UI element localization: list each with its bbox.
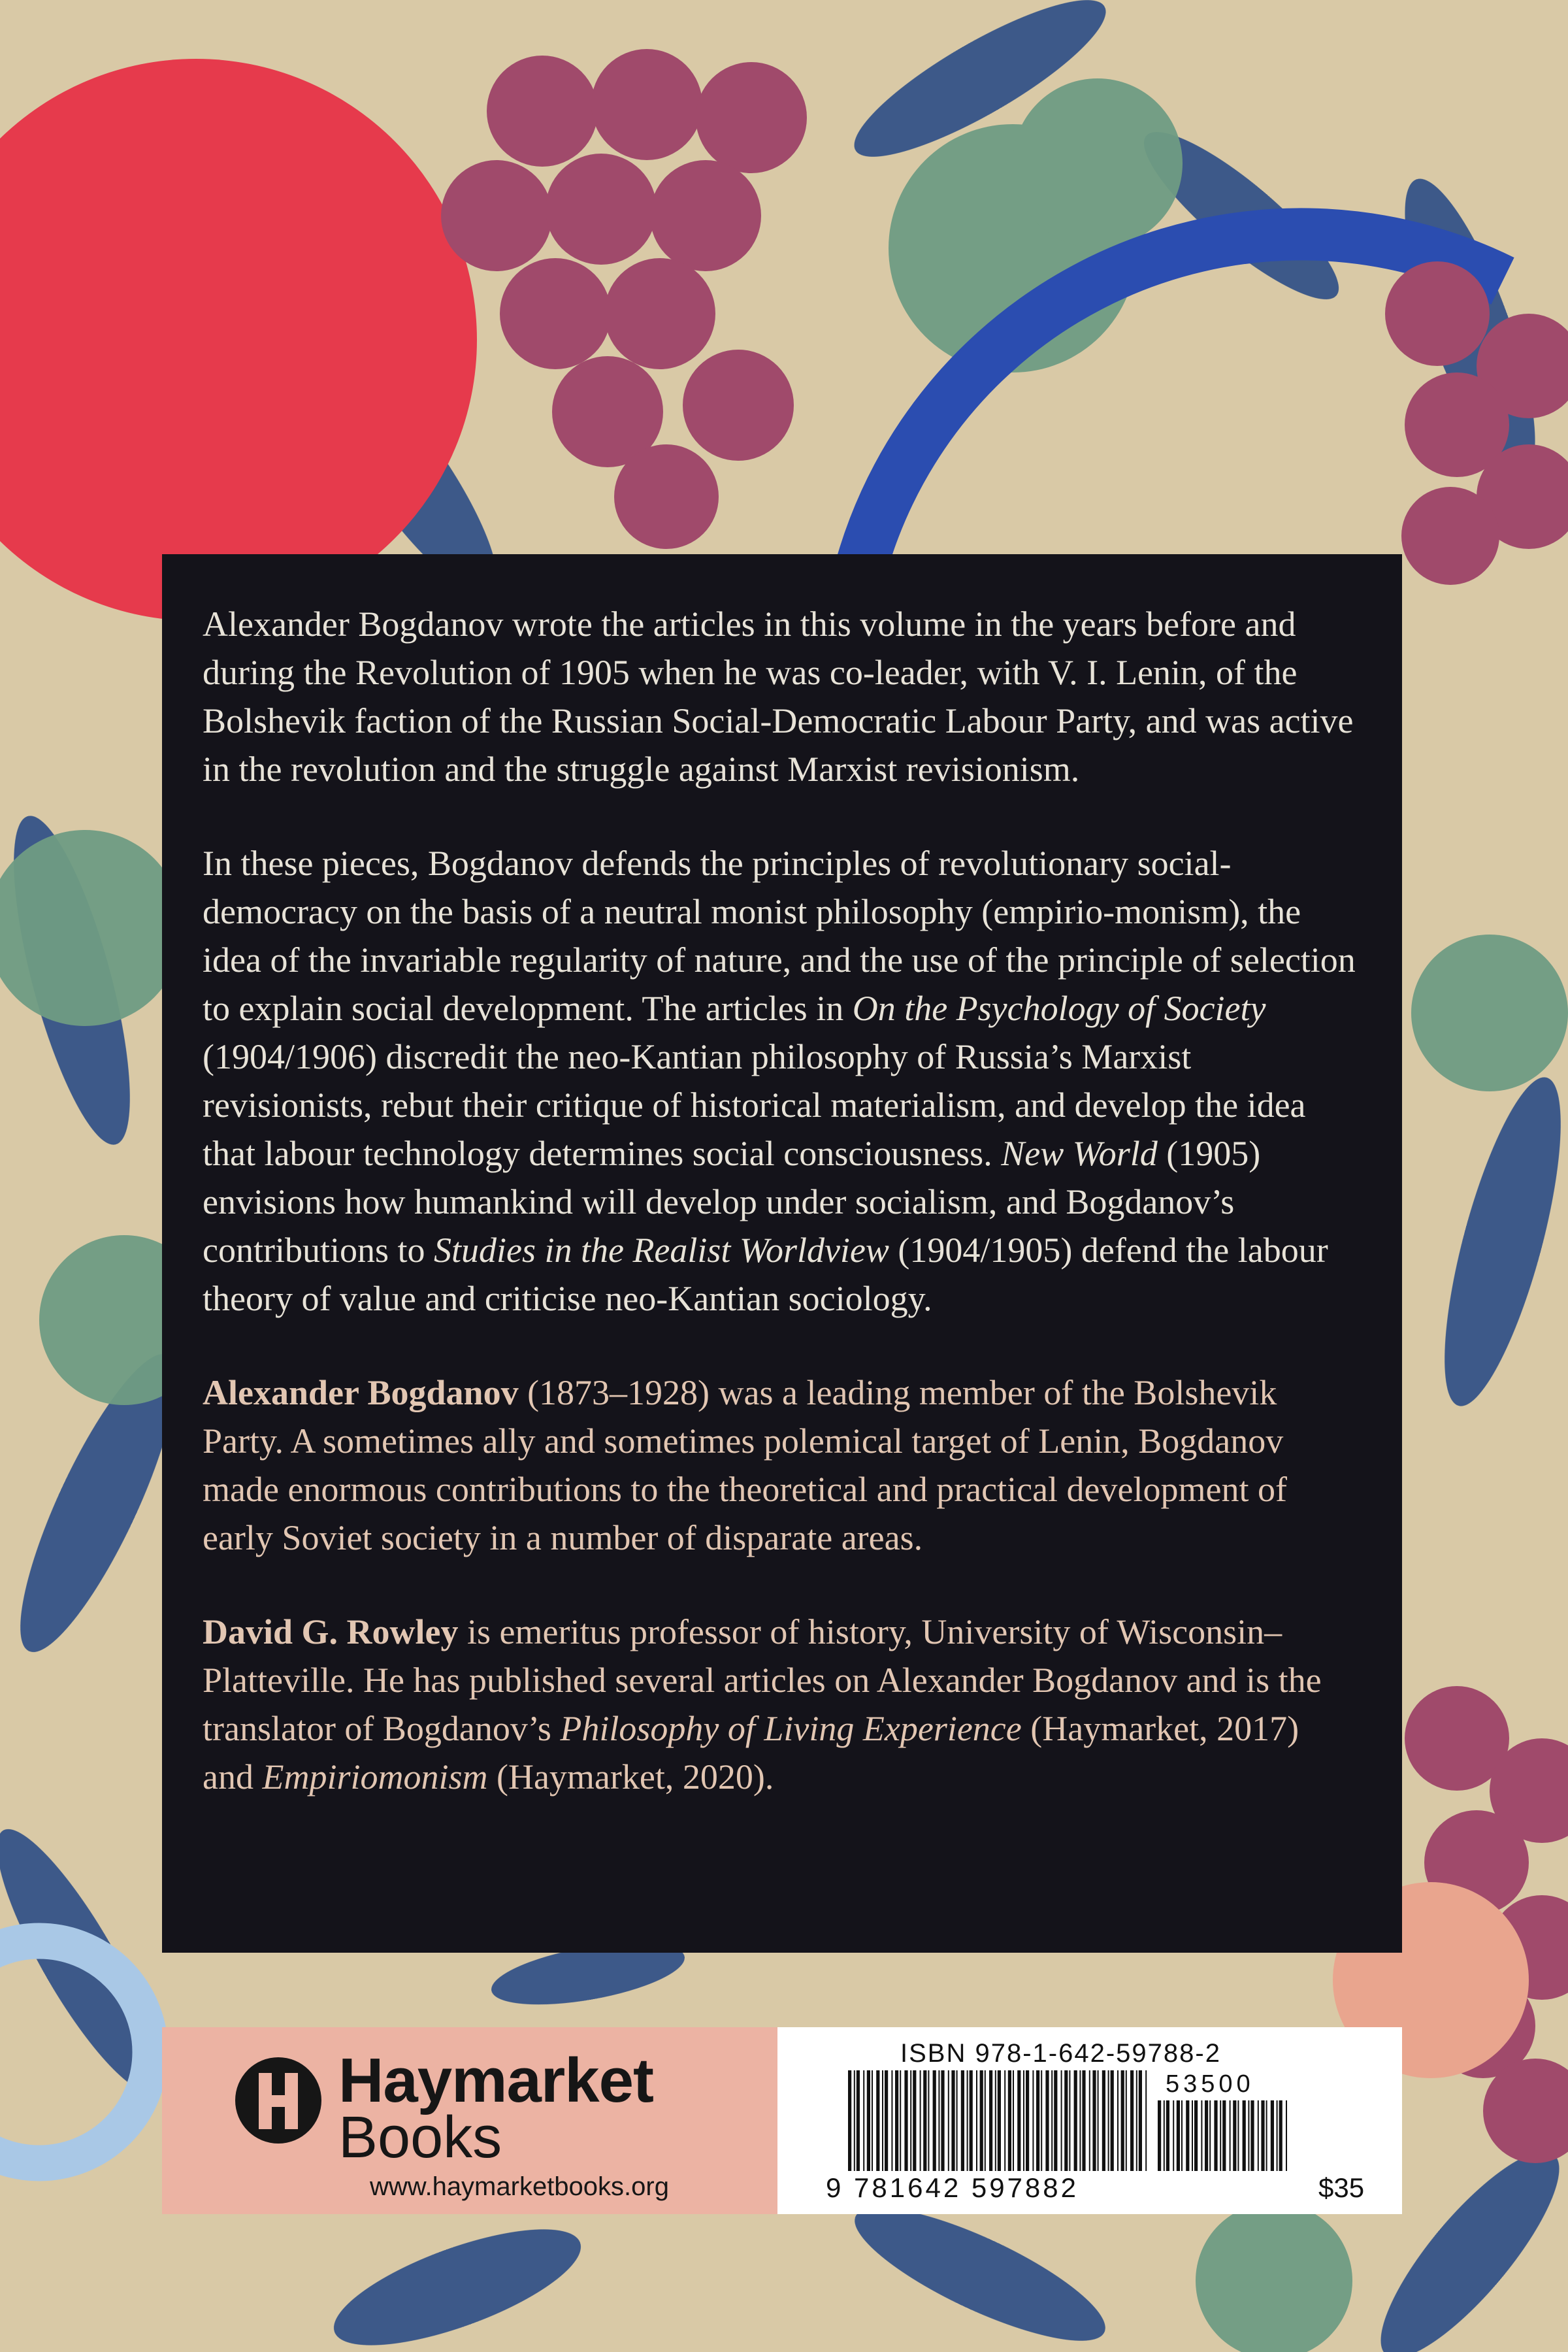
description-paragraph-1 bbox=[203, 600, 1356, 793]
description-text: (1904/1905) defend the labour theory of value and criticise neo-Kantian sociology. bbox=[203, 1231, 1328, 1318]
description-text: (1905) envisions how humankind will develop under socialism, and Bogdanov’s contributions to bbox=[203, 1134, 1261, 1270]
description-text: Alexander Bogdanov wrote the articles in this volume in the years before and during the Revolution of 1905 when he was co-leader, with V. I. Lenin, of the Bolshevik faction of the Russian Social-Democratic Labour Party, and was active in the revolution and the struggle against Marxist revisionism. bbox=[203, 605, 1354, 789]
book-title: Philosophy of Living Experience bbox=[560, 1709, 1022, 1748]
translator-bio-text: (Haymarket, 2020). bbox=[487, 1757, 774, 1797]
book-title: On the Psychology of Society bbox=[852, 989, 1266, 1028]
publisher-url[interactable]: www.haymarketbooks.org bbox=[370, 2172, 669, 2201]
haymarket-h-logo-icon bbox=[233, 2055, 324, 2146]
price-barcode-icon bbox=[1158, 2100, 1288, 2171]
publisher-subname: Books bbox=[338, 2105, 502, 2170]
isbn-digits: 9 781642 597882 bbox=[826, 2172, 1079, 2203]
translator-bio bbox=[203, 1608, 1356, 1801]
book-title: New World bbox=[1001, 1134, 1158, 1173]
description-text: (1904/1906) discredit the neo-Kantian philosophy of Russia’s Marxist revisionists, rebut their critique of historical materialism, and develop the idea that labour technology determines social consciousness. bbox=[203, 1037, 1306, 1173]
publisher-name: Haymarket bbox=[338, 2046, 653, 2115]
author-bio-text: (1873–1928) was a leading member of the Bolshevik Party. A sometimes ally and sometimes polemical target of Lenin, Bogdanov made enormous contributions to the theoretical and practical development of early Soviet society in a number of disparate areas. bbox=[203, 1373, 1287, 1557]
price: $35 bbox=[1318, 2172, 1365, 2203]
description-text: In these pieces, Bogdanov defends the principles of revolutionary social-democracy on the basis of a neutral monist philosophy (empirio-monism), the idea of the invariable regularity of nature, and the use of the principle of selection to explain social development. The articles in bbox=[203, 844, 1356, 1028]
translator-name: David G. Rowley bbox=[203, 1612, 459, 1651]
translator-bio-text: is emeritus professor of history, University of Wisconsin–Platteville. He has published several articles on Alexander Bogdanov and is the translator of Bogdanov’s bbox=[203, 1612, 1322, 1748]
isbn-barcode-icon bbox=[848, 2070, 1151, 2171]
author-bio bbox=[203, 1368, 1356, 1562]
isbn-label: ISBN 978-1-642-59788-2 bbox=[900, 2039, 1221, 2068]
publisher-block bbox=[162, 2027, 777, 2214]
translator-bio-text: (Haymarket, 2017) and bbox=[203, 1709, 1299, 1797]
description-panel bbox=[162, 554, 1402, 1953]
book-title: Studies in the Realist Worldview bbox=[433, 1231, 889, 1270]
description-paragraph-2 bbox=[203, 839, 1356, 1323]
book-title: Empiriomonism bbox=[262, 1757, 488, 1797]
price-code: 53500 bbox=[1166, 2070, 1254, 2098]
author-name: Alexander Bogdanov bbox=[203, 1373, 519, 1412]
barcode-block bbox=[777, 2027, 1402, 2214]
